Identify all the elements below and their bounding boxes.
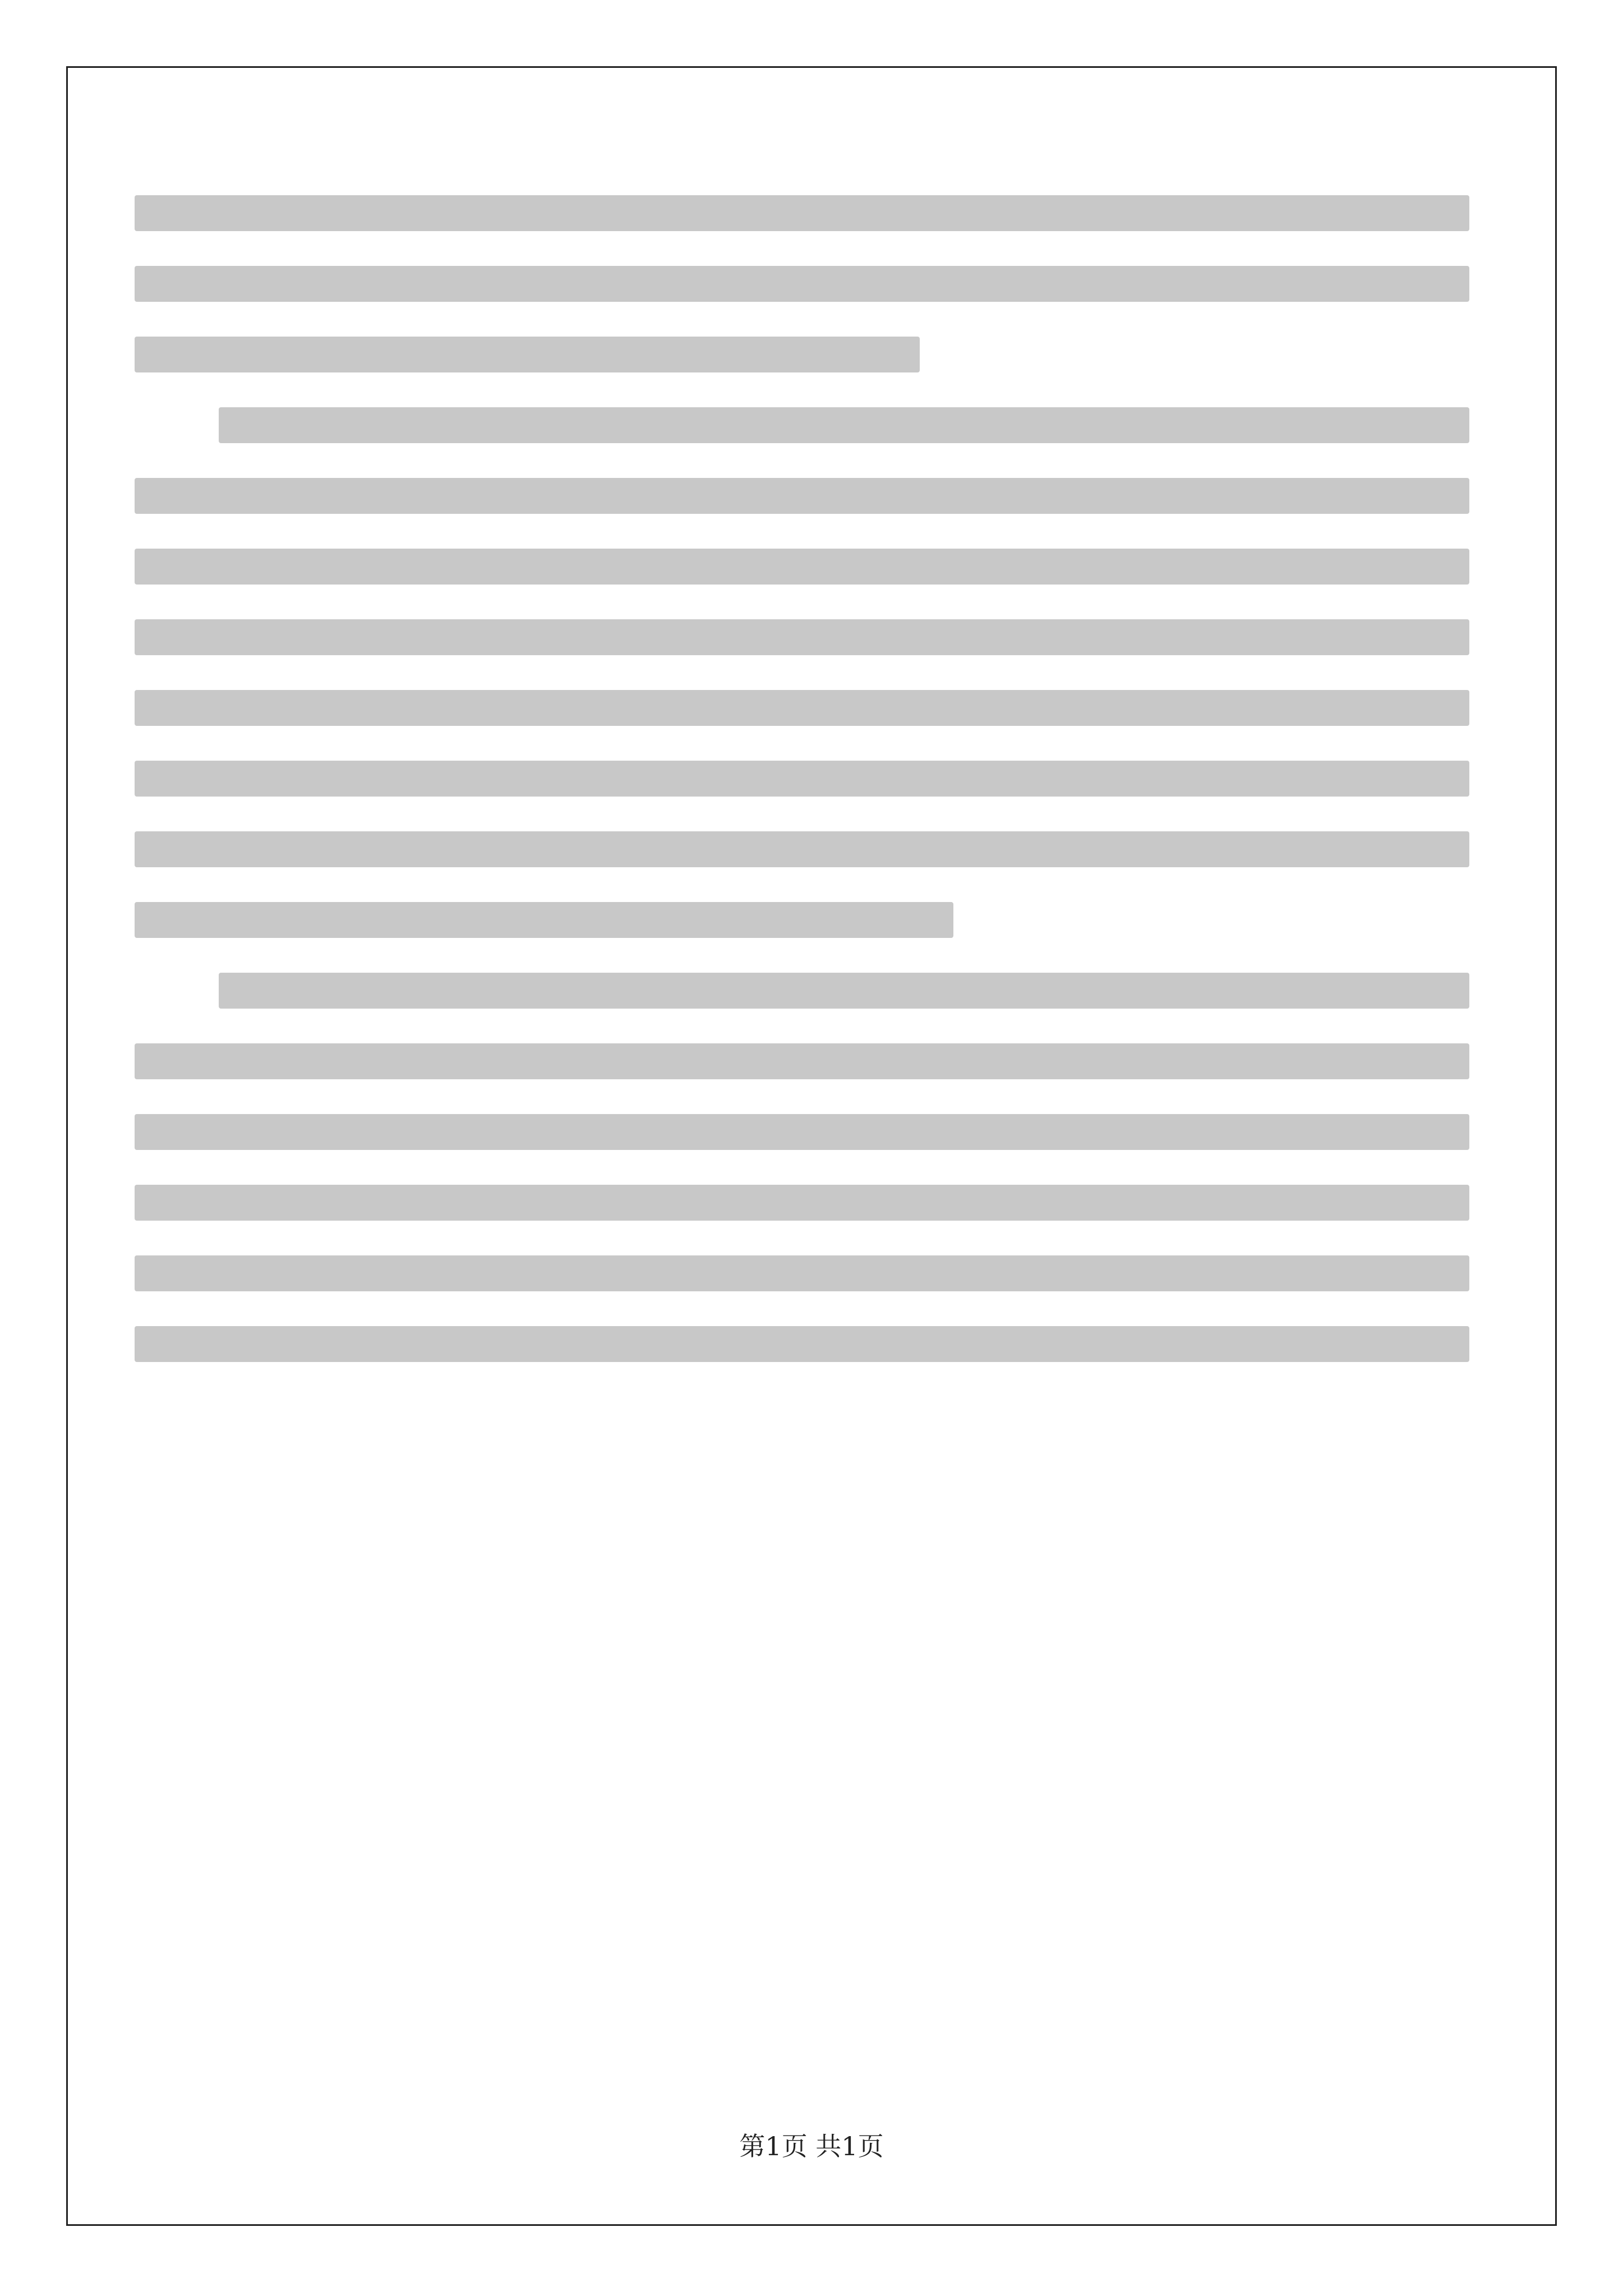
text-line-placeholder [135, 831, 1469, 867]
paragraph-2 [135, 407, 1488, 938]
paragraph-1 [135, 195, 1488, 372]
text-line-placeholder [135, 619, 1469, 655]
document-body [135, 163, 1488, 1397]
text-line-placeholder [135, 549, 1469, 585]
text-line-placeholder [135, 1114, 1469, 1150]
text-line-placeholder [135, 690, 1469, 726]
text-line-placeholder [135, 1185, 1469, 1221]
text-line-placeholder [135, 1255, 1469, 1291]
text-line-placeholder [135, 337, 920, 372]
text-line-placeholder [135, 1326, 1469, 1362]
text-line-placeholder [135, 761, 1469, 797]
paragraph-3 [135, 973, 1488, 1362]
text-line-placeholder [135, 1043, 1469, 1079]
text-line-placeholder [219, 973, 1469, 1009]
text-line-placeholder [219, 407, 1469, 443]
text-line-placeholder [135, 478, 1469, 514]
page-footer: 第1页 共1页 [739, 2131, 884, 2161]
text-line-placeholder [135, 195, 1469, 231]
text-line-placeholder [135, 902, 953, 938]
text-line-placeholder [135, 266, 1469, 302]
